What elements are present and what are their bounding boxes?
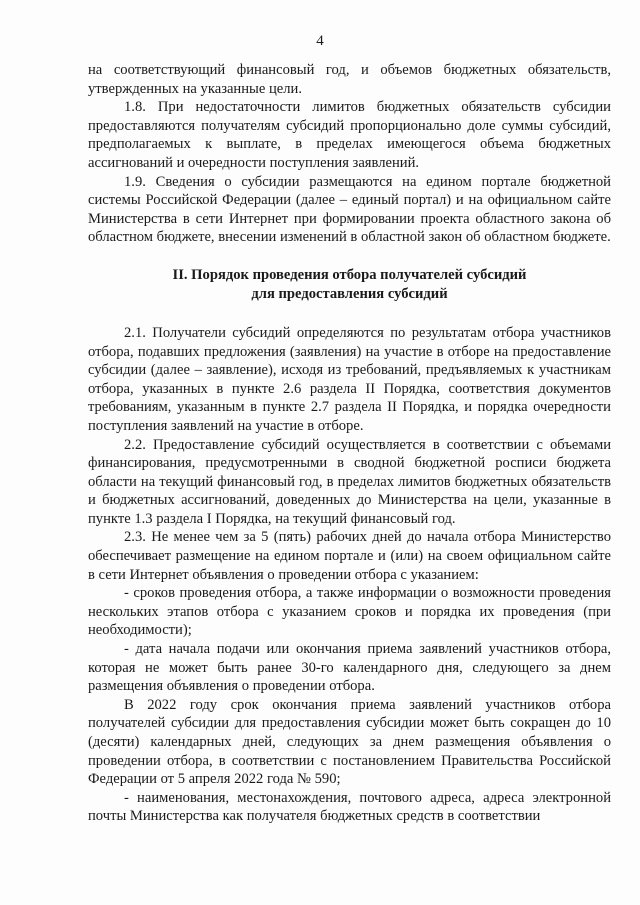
list-item-terms: - сроков проведения отбора, а также информации о возможности проведения нескольких этапов отбора с указанием сроков и порядка их проведения (при необходимости); [88,585,611,639]
paragraph-1-9: 1.9. Сведения о субсидии размещаются на едином портале бюджетной системы Российской Федерации (далее – единый портал) и на официальном сайте Министерства в сети Интернет при формировании проекта областного закона об областном бюджете, внесении изменений в областной закон об областном бюджете. [88,173,611,246]
paragraph-2022: В 2022 году срок окончания приема заявлений участников отбора получателей субсидии для предоставления субсидии может быть сокращен до 10 (десяти) календарных дней, следующих за днем размещения объявления о проведении отбора, в соответствии с постановлением Правительства Российской Федерации от 5 апреля 2022 года № 590; [88,696,611,788]
paragraph-continuation: на соответствующий финансовый год, и объемов бюджетных обязательств, утвержденных на указанные цели. [88,62,611,97]
document-body [88,61,611,826]
paragraph-1-8: 1.8. При недостаточности лимитов бюджетных обязательств субсидии предоставляются получателям субсидий пропорционально доле суммы субсидий, предполагаемых к выплате, в пределах имеющегося объема бюджетных ассигнований и очередности поступления заявлений. [88,99,611,171]
section-heading-line-2: для предоставления субсидий [251,285,448,302]
page-number: 4 [316,33,324,49]
section-heading-line-1: II. Порядок проведения отбора получателей субсидий [172,266,527,283]
paragraph-2-2: 2.2. Предоставление субсидий осуществляется в соответствии с объемами финансирования, предусмотренными в сводной бюджетной росписи бюджета области на текущий финансовый год, в пределах лимитов бюджетных обязательств и бюджетных ассигнований, доведенных до Министерства на цели, указанные в пункте 1.3 раздела I Порядка, на текущий финансовый год. [88,436,611,527]
list-item-dates: - дата начала подачи или окончания приема заявлений участников отбора, которая не может быть ранее 30-го календарного дня, следующего за днем размещения объявления о проведении отбора. [88,641,611,695]
list-item-names: - наименования, местонахождения, почтового адреса, адреса электронной почты Министерства как получателя бюджетных средств в соответствии [88,789,611,825]
paragraph-2-1: 2.1. Получатели субсидий определяются по результатам отбора участников отбора, подавших предложения (заявления) на участие в отборе на предоставление субсидии (далее – заявление), исходя из требований, предъявляемых к участникам отбора, указанных в пункте 2.6 раздела II Порядка, соответствия документов требованиям, указанным в пункте 2.7 раздела II Порядка, и порядка очередности поступления заявлений на участие в отборе. [88,324,611,434]
section-heading [88,266,611,304]
paragraph-2-3: 2.3. Не менее чем за 5 (пять) рабочих дней до начала отбора Министерство обеспечивает размещение на едином портале и (или) на своем официальном сайте в сети Интернет объявления о проведении отбора с указанием: [88,529,611,583]
